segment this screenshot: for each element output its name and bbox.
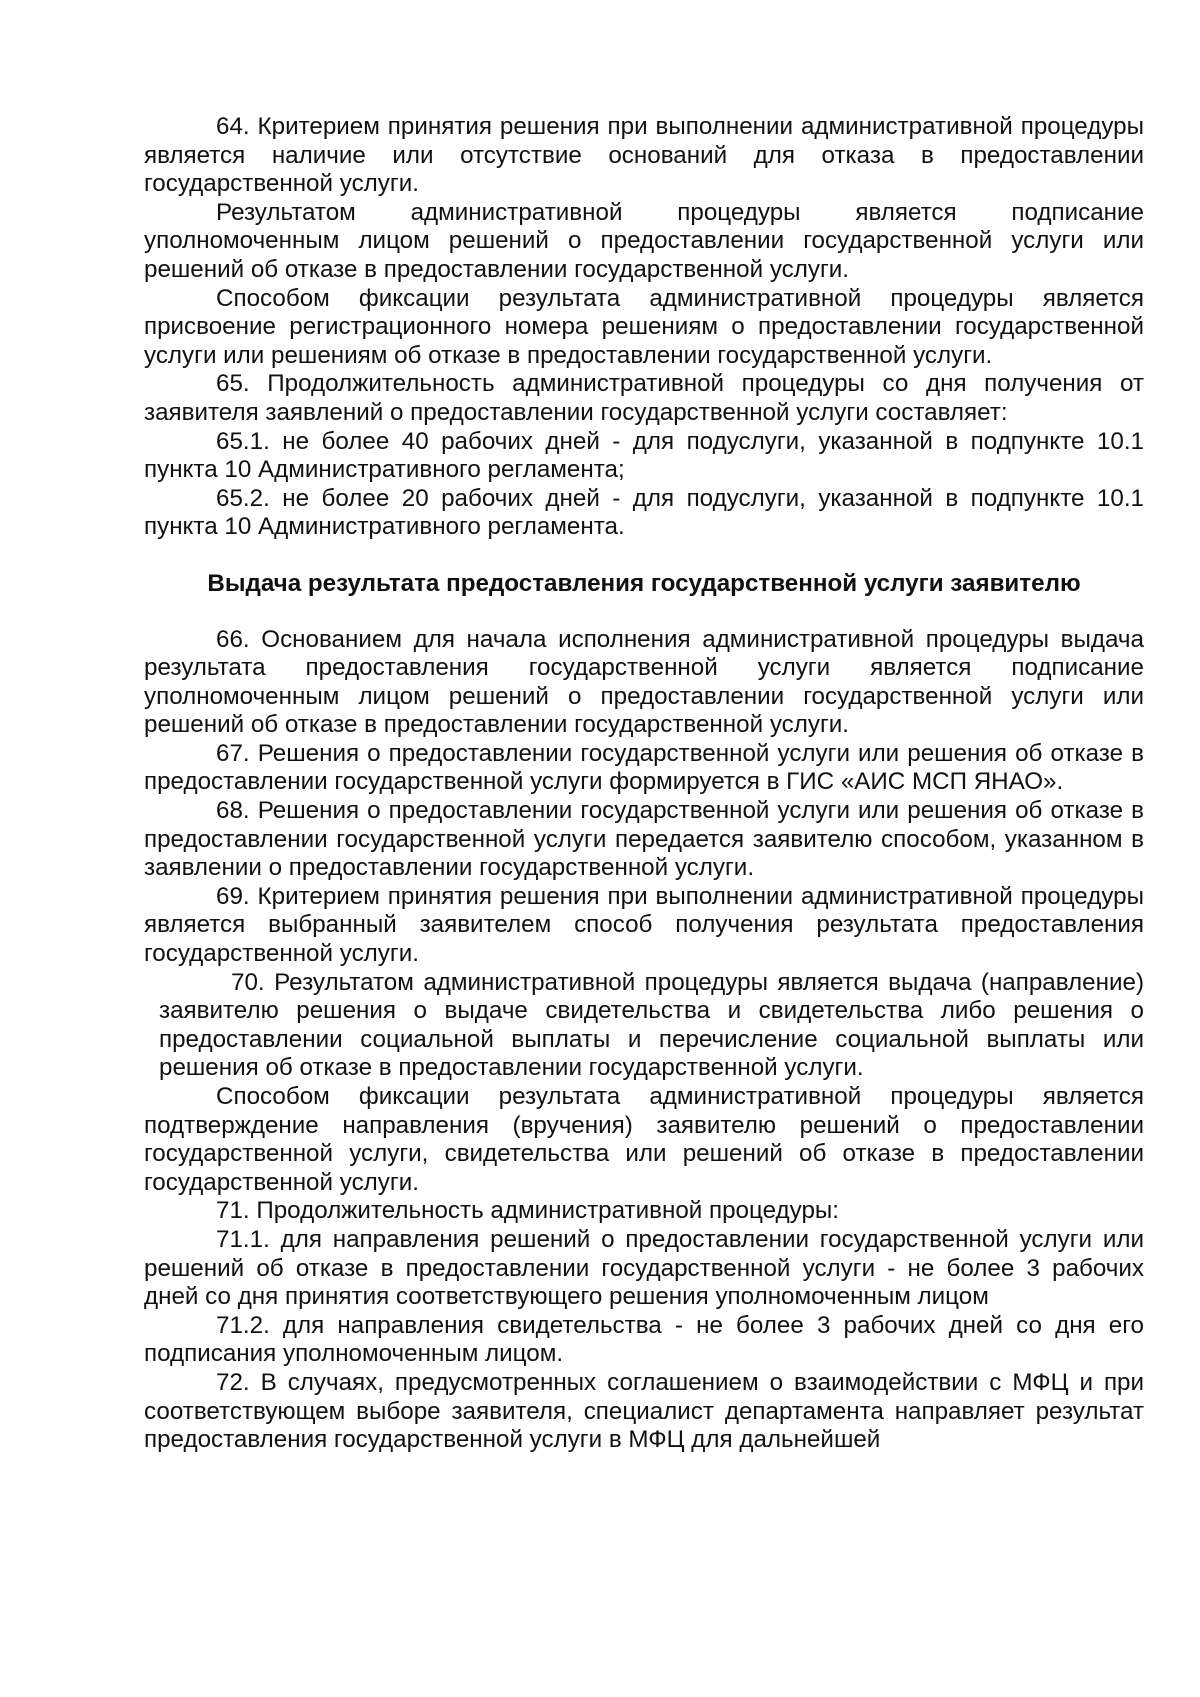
- document-page: [144, 113, 1144, 1455]
- paragraph-64: 64. Критерием принятия решения при выполнении административной процедуры является наличие или отсутствие оснований для отказа в предоставлении государственной услуги.: [144, 113, 1144, 198]
- paragraph-65-1: 65.1. не более 40 рабочих дней - для подуслуги, указанной в подпункте 10.1 пункта 10 Административного регламента;: [144, 427, 1144, 484]
- section-heading: Выдача результата предоставления государственной услуги заявителю: [207, 569, 1081, 597]
- paragraph-68: 68. Решения о предоставлении государственной услуги или решения об отказе в предоставлении государственной услуги передается заявителю способом, указанном в заявлении о предоставлении государственной услуги.: [144, 797, 1144, 882]
- paragraph-70: 70. Результатом административной процедуры является выдача (направление) заявителю решения о выдаче свидетельства и свидетельства либо решения о предоставлении социальной выплаты и перечисление социальной выплаты или решения об отказе в предоставлении государственной услуги.: [159, 968, 1144, 1082]
- paragraph-65: 65. Продолжительность административной процедуры со дня получения от заявителя заявлений о предоставлении государственной услуги составляет:: [144, 370, 1144, 426]
- paragraph-71-2: 71.2. для направления свидетельства - не более 3 рабочих дней со дня его подписания уполномоченным лицом.: [144, 1311, 1144, 1368]
- paragraph-64-fixation: Способом фиксации результата административной процедуры является присвоение регистрационного номера решениям о предоставлении государственной услуги или решениям об отказе в предоставлении государственной услуги.: [144, 284, 1144, 369]
- paragraph-72: 72. В случаях, предусмотренных соглашением о взаимодействии с МФЦ и при соответствующем выборе заявителя, специалист департамента направляет результат предоставления государственной услуги в МФЦ для дальнейшей: [144, 1368, 1144, 1454]
- paragraph-67: 67. Решения о предоставлении государственной услуги или решения об отказе в предоставлении государственной услуги формируется в ГИС «АИС МСП ЯНАО».: [144, 739, 1144, 796]
- paragraph-64-result: Результатом административной процедуры является подписание уполномоченным лицом решений о предоставлении государственной услуги или решений об отказе в предоставлении государственной услуги.: [144, 198, 1144, 283]
- paragraph-71: 71. Продолжительность административной процедуры:: [216, 1197, 840, 1225]
- paragraph-65-2: 65.2. не более 20 рабочих дней - для подуслуги, указанной в подпункте 10.1 пункта 10 Административного регламента.: [144, 484, 1144, 541]
- paragraph-66: 66. Основанием для начала исполнения административной процедуры выдача результата предоставления государственной услуги является подписание уполномоченным лицом решений о предоставлении государственной услуги или решений об отказе в предоставлении государственной услуги.: [144, 625, 1144, 739]
- paragraph-70-fixation: Способом фиксации результата административной процедуры является подтверждение направления (вручения) заявителю решений о предоставлении государственной услуги, свидетельства или решений об отказе в предоставлении государственной услуги.: [144, 1083, 1144, 1196]
- paragraph-69: 69. Критерием принятия решения при выполнении административной процедуры является выбранный заявителем способ получения результата предоставления государственной услуги.: [144, 882, 1144, 968]
- paragraph-71-1: 71.1. для направления решений о предоставлении государственной услуги или решений об отказе в предоставлении государственной услуги - не более 3 рабочих дней со дня принятия соответствующего решения уполномоченным лицом: [144, 1225, 1144, 1311]
